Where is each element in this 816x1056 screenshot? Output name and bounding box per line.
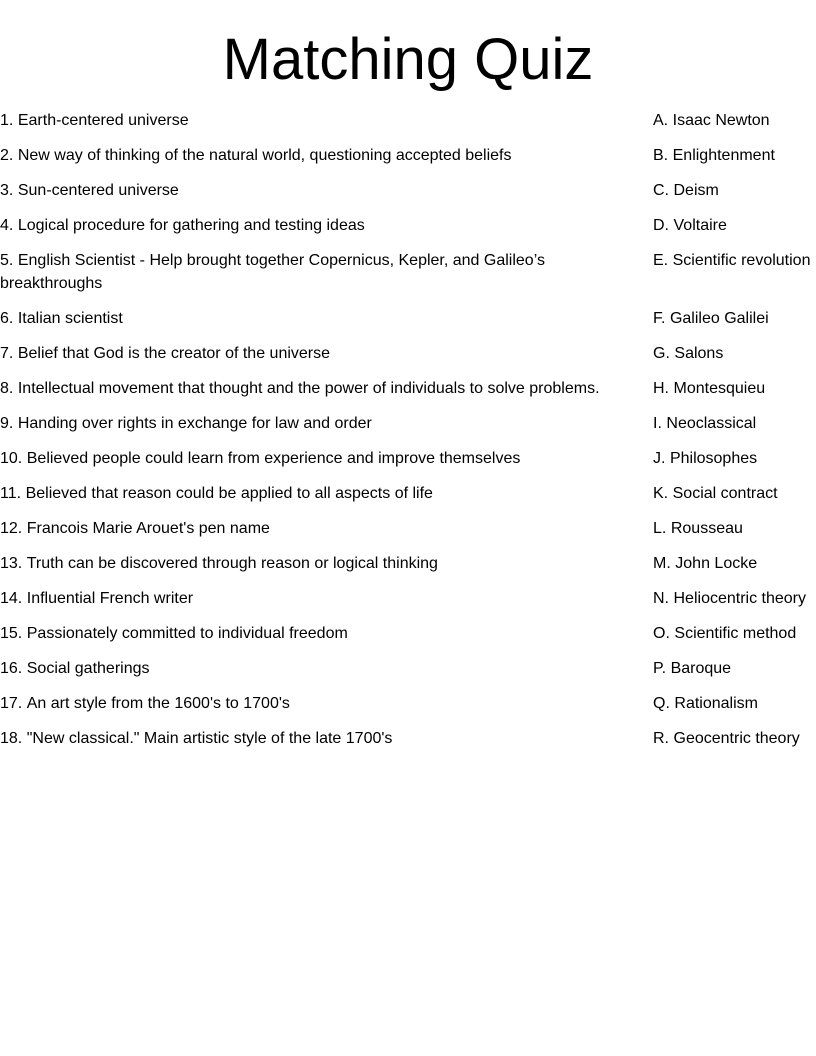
question-cell [0,581,653,616]
answer-letter: R. [653,730,669,747]
question-cell [0,208,653,243]
answer-letter: C. [653,182,669,199]
question-cell [0,651,653,686]
question-number: 1. [0,112,14,129]
answer-text: Salons [674,345,724,362]
answer-letter: P. [653,660,667,677]
answer-letter: G. [653,345,670,362]
question-text: Believed that reason could be applied to all aspects of life [25,485,433,502]
answer-text: Rationalism [674,695,758,712]
question-cell [0,173,653,208]
question-number: 16. [0,660,23,677]
question-number: 2. [0,147,14,164]
answer-text: John Locke [675,555,758,572]
answer-letter: Q. [653,695,670,712]
quiz-row [0,546,816,581]
quiz-row [0,406,816,441]
question-number: 17. [0,695,23,712]
quiz-row [0,138,816,173]
question-cell [0,371,653,406]
answer-letter: K. [653,485,669,502]
question-text: Italian scientist [17,310,123,327]
question-text: Logical procedure for gathering and testing ideas [17,217,365,234]
question-cell [0,511,653,546]
answer-cell [653,138,816,173]
quiz-row [0,476,816,511]
quiz-table [0,103,816,756]
answer-cell [653,511,816,546]
question-cell [0,616,653,651]
answer-text: Heliocentric theory [673,590,806,607]
page-title: Matching Quiz [222,27,594,92]
quiz-row [0,103,816,138]
answer-cell [653,686,816,721]
answer-text: Scientific revolution [672,252,811,269]
question-number: 3. [0,182,14,199]
answer-cell [653,371,816,406]
question-cell [0,686,653,721]
answer-text: Montesquieu [673,380,766,397]
answer-text: Rousseau [670,520,743,537]
answer-text: Voltaire [673,217,727,234]
answer-letter: A. [653,112,669,129]
answer-cell [653,406,816,441]
question-cell [0,476,653,511]
question-cell [0,138,653,173]
question-text: New way of thinking of the natural world, questioning accepted beliefs [17,147,512,164]
answer-text: Social contract [672,485,778,502]
quiz-row [0,173,816,208]
answer-text: Neoclassical [666,415,757,432]
quiz-row [0,616,816,651]
answer-cell [653,243,816,301]
answer-text: Deism [673,182,719,199]
answer-cell [653,476,816,511]
answer-letter: J. [653,450,666,467]
question-number: 10. [0,450,23,467]
answer-text: Philosophes [669,450,758,467]
answer-cell [653,721,816,756]
quiz-table-body [0,103,816,756]
question-text: Social gatherings [26,660,150,677]
answer-letter: B. [653,147,669,164]
answer-letter: F. [653,310,666,327]
answer-cell [653,103,816,138]
question-number: 14. [0,590,23,607]
quiz-row [0,336,816,371]
question-number: 18. [0,730,23,747]
question-text: Sun-centered universe [17,182,179,199]
question-text: An art style from the 1600's to 1700's [26,695,290,712]
question-text: Intellectual movement that thought and the power of individuals to solve problems. [17,380,600,397]
answer-letter: O. [653,625,670,642]
question-text: English Scientist - Help brought together Copernicus, Kepler, and Galileo’s breakthroughs [0,252,545,292]
question-cell [0,103,653,138]
question-text: Handing over rights in exchange for law and order [17,415,372,432]
question-number: 13. [0,555,23,572]
answer-text: Enlightenment [672,147,775,164]
question-number: 12. [0,520,23,537]
question-text: Passionately committed to individual freedom [26,625,348,642]
answer-text: Galileo Galilei [669,310,769,327]
answer-letter: D. [653,217,669,234]
question-text: Influential French writer [26,590,194,607]
answer-text: Geocentric theory [673,730,800,747]
answer-letter: M. [653,555,671,572]
quiz-row [0,208,816,243]
answer-cell [653,173,816,208]
answer-text: Baroque [670,660,732,677]
question-cell [0,406,653,441]
quiz-row [0,243,816,301]
quiz-row [0,301,816,336]
question-cell [0,441,653,476]
question-number: 9. [0,415,14,432]
question-cell [0,336,653,371]
quiz-row [0,721,816,756]
quiz-row [0,371,816,406]
answer-cell [653,208,816,243]
question-text: Francois Marie Arouet's pen name [26,520,270,537]
answer-cell [653,616,816,651]
answer-cell [653,546,816,581]
question-cell [0,301,653,336]
question-text: "New classical." Main artistic style of the late 1700's [26,730,393,747]
answer-letter: I. [653,415,662,432]
question-cell [0,546,653,581]
quiz-row [0,651,816,686]
answer-letter: N. [653,590,669,607]
answer-cell [653,301,816,336]
quiz-row [0,511,816,546]
answer-letter: H. [653,380,669,397]
question-number: 11. [0,485,22,502]
quiz-row [0,686,816,721]
quiz-row [0,581,816,616]
quiz-row [0,441,816,476]
answer-letter: L. [653,520,667,537]
question-text: Earth-centered universe [17,112,189,129]
answer-cell [653,336,816,371]
question-text: Belief that God is the creator of the universe [17,345,331,362]
question-number: 15. [0,625,23,642]
question-number: 8. [0,380,14,397]
answer-letter: E. [653,252,669,269]
question-text: Believed people could learn from experience and improve themselves [26,450,521,467]
answer-cell [653,441,816,476]
answer-cell [653,581,816,616]
question-number: 4. [0,217,14,234]
worksheet-page [0,27,816,1056]
question-text: Truth can be discovered through reason or logical thinking [26,555,438,572]
answer-text: Scientific method [674,625,797,642]
question-number: 7. [0,345,14,362]
answer-cell [653,651,816,686]
question-cell [0,243,653,301]
question-number: 6. [0,310,14,327]
question-cell [0,721,653,756]
question-number: 5. [0,252,14,269]
answer-text: Isaac Newton [672,112,770,129]
